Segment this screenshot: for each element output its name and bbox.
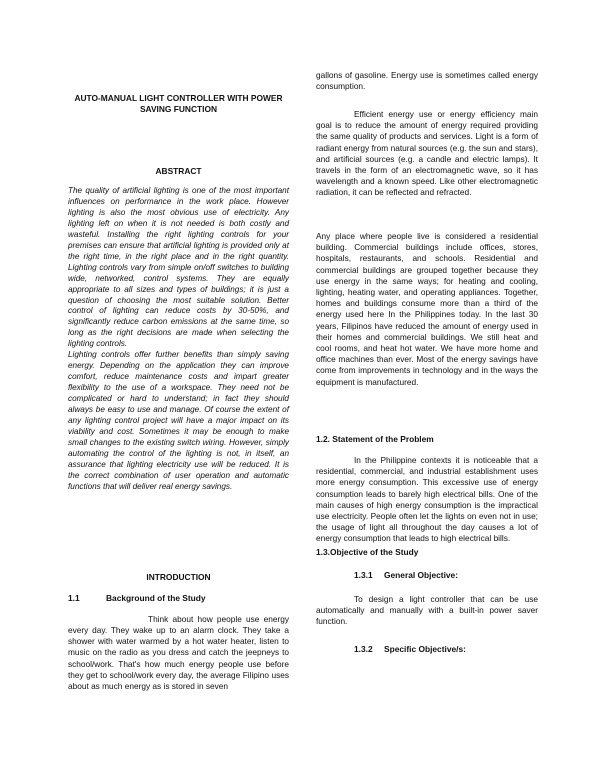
abstract-paragraph-2: Lighting controls offer further benefits than simply saving energy. Depending on the application they can improve comfort, reduce maintenance costs and impart greater flexibility to the use of a workspace. They need not be complicated or hard to understand; in fact they should always be easy to use and manage. Of course the extent of any lighting control project will have a major impact on its viability and cost. Sometimes it may be enough to make small changes to the existing switch wiring. However, simply automating the control of the lighting is not, in itself, an assurance that lighting electricity use will be reduced. It is the correct combination of user operation and automatic functions that will deliver real energy savings.	[68, 350, 289, 491]
problem-paragraph: In the Philippine contexts it is noticeable that a residential, commercial, and industrial establishment uses more energy consumption. This excessive use of energy consumption leads to barely high electrical bills. One of the main causes of high energy consumption is the impractical use electricity. People often let the lights on even not in use; the usage of light all throughout the day causes a lot of energy consumption that leads to high electrical bills.	[316, 455, 538, 544]
continuation-block	[316, 70, 538, 92]
specific-objective-title: Specific Objective/s:	[384, 644, 466, 654]
general-objective-block	[316, 594, 538, 628]
general-objective-heading	[354, 570, 538, 580]
efficiency-block	[316, 109, 538, 199]
background-section-title: Background of the Study	[106, 593, 206, 603]
specific-objective-number: 1.3.2	[354, 644, 373, 654]
specific-objective-heading	[354, 644, 538, 654]
problem-heading: 1.2. Statement of the Problem	[316, 434, 434, 444]
background-heading	[68, 593, 289, 603]
abstract-paragraph-1: The quality of artificial lighting is one of the most important influences on performance in the work place. However lighting is also the most obvious use of electricity. Any lighting left on when it is not needed is both costly and wasteful. Installing the right lighting controls for your premises can ensure that artificial lighting is provided only at the right time, in the right place and in the right quantity. Lighting controls vary from simple on/off switches to building wide, networked, control systems. They are equally appropriate to all sizes and types of buildings; it is just a question of choosing the most suitable solution. Better control of lighting can reduce costs by 30-50%, and significantly reduce carbon emissions at the same time, so long as the right decisions are made when selecting the lighting controls.	[68, 186, 289, 349]
buildings-paragraph: Any place where people live is considered a residential building. Commercial buildings include offices, stores, hospitals, restaurants, and schools. Residential and commercial buildings are grouped together because they use energy in the same ways; for heating and cooling, lighting, heating water, and operating appliances. Together, homes and buildings consume more than a third of the energy used here In the Philippines today. In the last 30 years, Filipinos have reduced the amount of energy used in their homes and commercial buildings. We still heat and cool rooms, and heat hot water. We have more home and office machines than ever. Most of the energy savings have come from improvements in technology and in the ways the equipment is manufactured.	[316, 231, 538, 387]
background-paragraph: Think about how people use energy every day. They wake up to an alarm clock. They take a shower with water warmed by a hot water heater, listen to music on the radio as you dress and catch the jeepneys to school/work. That's how much energy people use before they get to school/work every day, the average Filipino uses about as much energy as is stored in seven	[68, 614, 289, 691]
introduction-heading: INTRODUCTION	[146, 572, 211, 582]
objective-heading: 1.3.Objective of the Study	[316, 547, 419, 557]
abstract-body	[68, 186, 289, 493]
paper-title: AUTO-MANUAL LIGHT CONTROLLER WITH POWER SAVING FUNCTION	[74, 93, 283, 114]
general-objective-number: 1.3.1	[354, 570, 373, 580]
buildings-block	[316, 231, 538, 388]
abstract-heading: ABSTRACT	[155, 166, 202, 176]
general-objective-title: General Objective:	[384, 570, 459, 580]
background-section-number: 1.1	[68, 593, 80, 603]
general-objective-paragraph: To design a light controller that can be use automatically and manually with a built-in power saver function.	[316, 594, 538, 627]
efficiency-paragraph: Efficient energy use or energy efficiency main goal is to reduce the amount of energy required providing the same quality of products and services. Light is a form of radiant energy from natural sources (e.g. the sun and stars), and artificial sources (e.g. a candle and electric lamps). It travels in the form of an electromagnetic wave, so it has wavelength and a known speed. Like other electromagnetic radiation, it can be reflected and refracted.	[316, 109, 538, 198]
continuation-paragraph: gallons of gasoline. Energy use is sometimes called energy consumption.	[316, 70, 538, 92]
background-body	[68, 614, 289, 692]
problem-block	[316, 455, 538, 545]
